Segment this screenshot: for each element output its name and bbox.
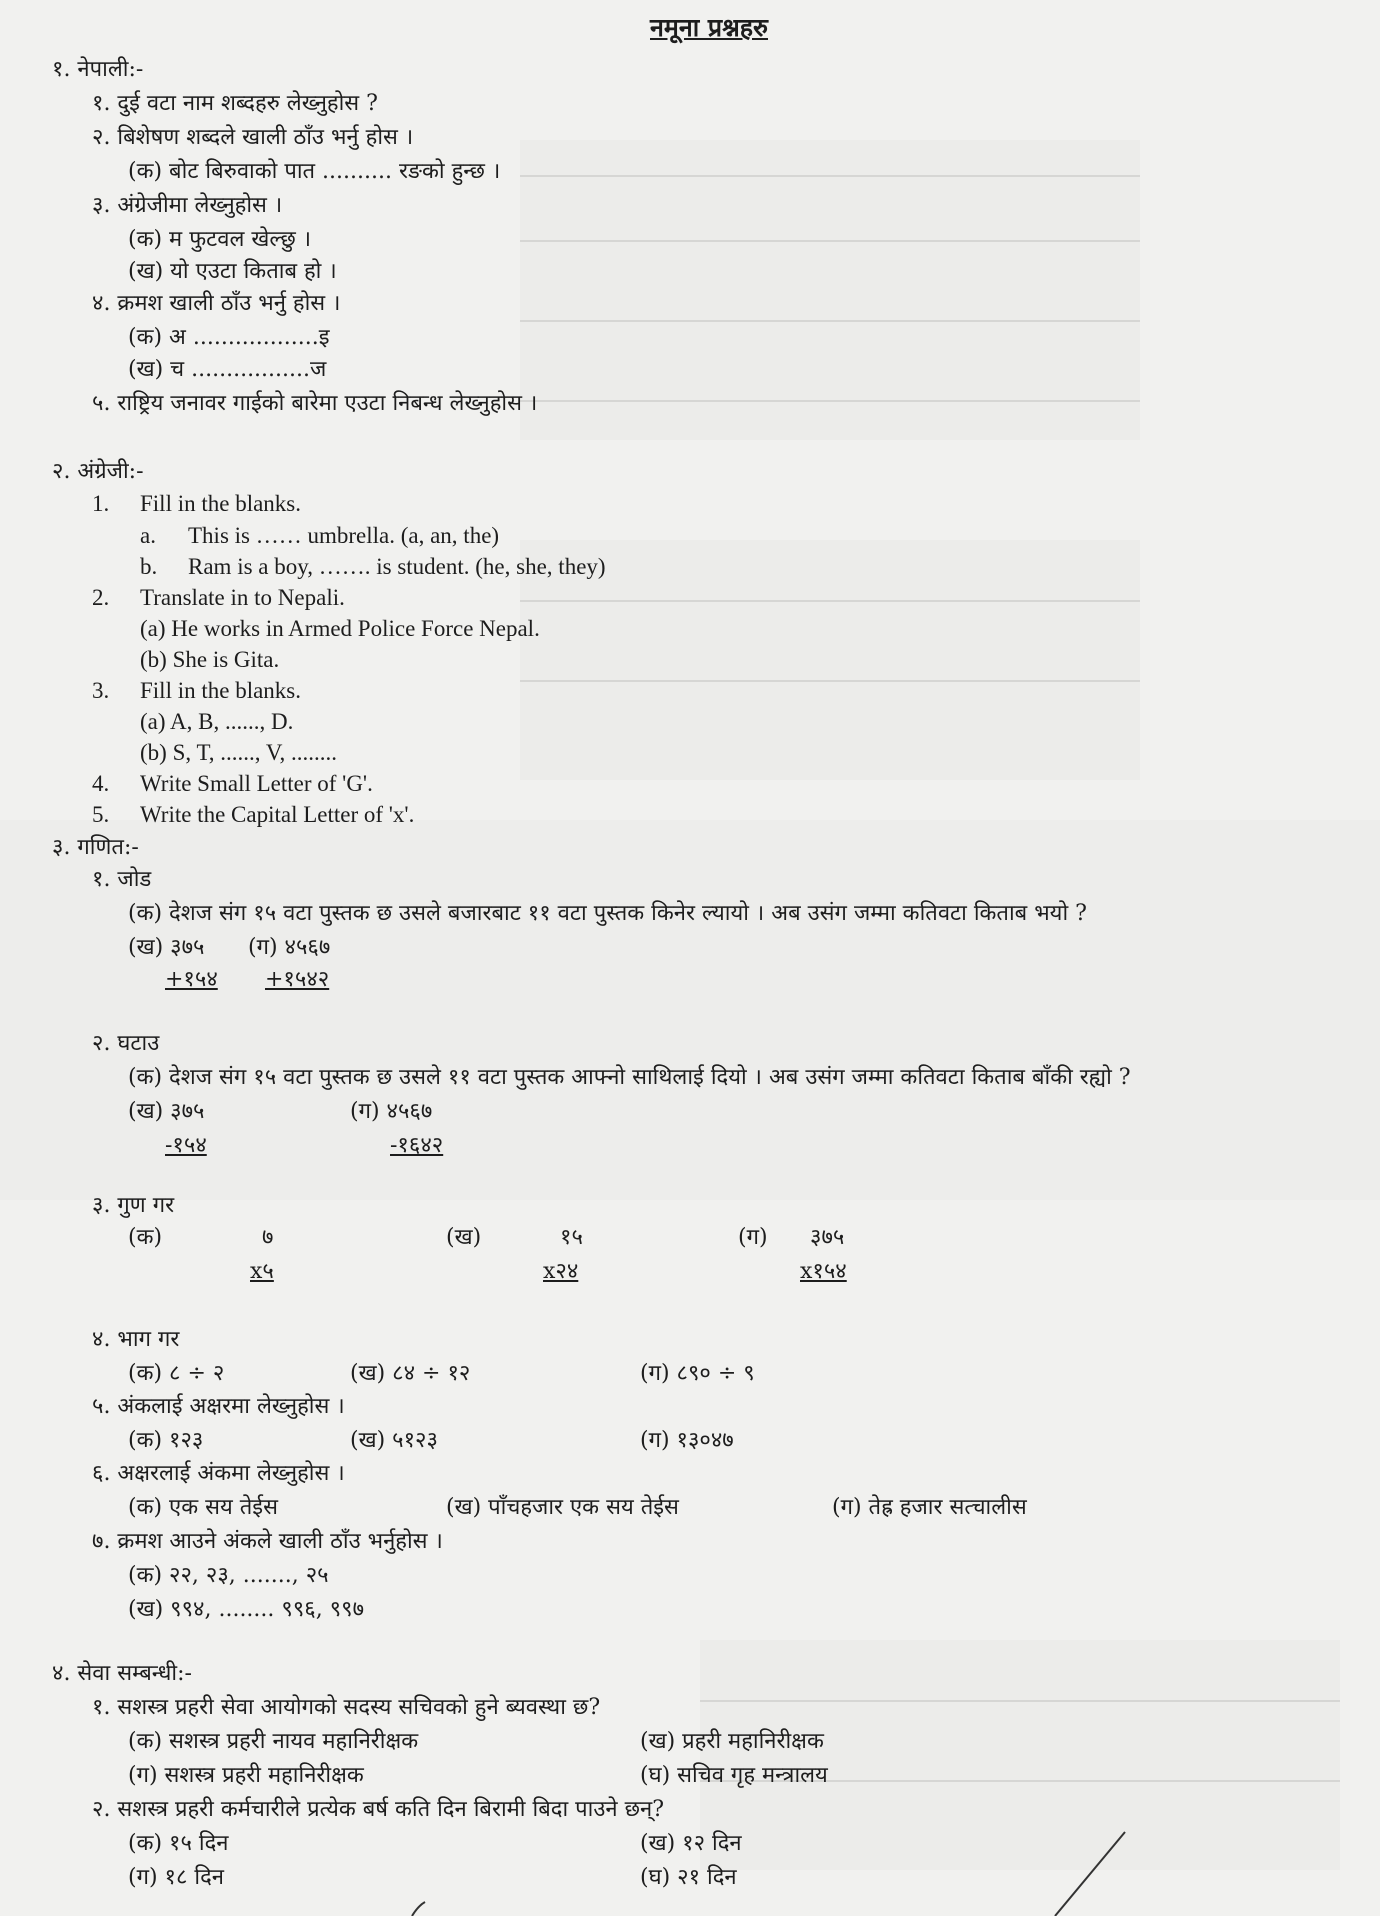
question-number: 4.: [92, 771, 110, 796]
sub-question: (ख) ५१२३: [350, 1428, 438, 1453]
sub-question: (a) A, B, ......, D.: [140, 709, 294, 734]
sub-question: (क) एक सय तेईस: [128, 1495, 278, 1520]
question: ५. अंकलाई अक्षरमा लेख्नुहोस ।: [92, 1394, 345, 1419]
question: Fill in the blanks.: [140, 678, 301, 703]
operand: +१५४२: [265, 967, 330, 992]
sub-question: This is …… umbrella. (a, an, the): [188, 523, 500, 548]
sub-question: (ख) ३७५: [128, 1099, 205, 1124]
operand: ३७५: [810, 1225, 845, 1250]
sub-question: (ख) ९९४, ........ ९९६, ९९७: [128, 1597, 365, 1622]
option: (ख) १२ दिन: [640, 1831, 742, 1856]
page-title: नमूना प्रश्नहरु: [650, 13, 769, 42]
question-number: 3.: [92, 678, 110, 703]
question: १. दुई वटा नाम शब्दहरु लेख्नुहोस ?: [92, 91, 378, 116]
sub-question: (ग): [738, 1225, 768, 1250]
section-heading: २. अंग्रेजी:-: [52, 459, 144, 484]
sub-question: (ख) च .................ज: [128, 357, 327, 382]
sub-question: (ख) पाँचहजार एक सय तेईस: [446, 1495, 679, 1520]
sub-question: (ख) ३७५: [128, 935, 205, 960]
question: ३. अंग्रेजीमा लेख्नुहोस ।: [92, 193, 283, 218]
option: (ख) प्रहरी महानिरीक्षक: [640, 1729, 824, 1754]
option: (घ) सचिव गृह मन्त्रालय: [640, 1763, 828, 1788]
sub-question: (a) He works in Armed Police Force Nepal.: [140, 616, 540, 641]
sub-question: (ख): [446, 1225, 482, 1250]
sub-question: (b) She is Gita.: [140, 647, 280, 672]
sub-question: (क) देशज संग १५ वटा पुस्तक छ उसले बजारबाट ११ वटा पुस्तक किनेर ल्यायो । अब उसंग जम्मा कतिवटा किताब भयो ?: [128, 901, 1087, 926]
option: (घ) २१ दिन: [640, 1865, 737, 1890]
section-heading: १. नेपाली:-: [52, 57, 144, 82]
sub-question: (ग) ८९० ÷ ९: [640, 1361, 755, 1386]
sub-question: (क) बोट बिरुवाको पात .......... रङको हुन्छ ।: [128, 159, 501, 184]
question: ४. क्रमश खाली ठाँउ भर्नु होस ।: [92, 291, 341, 316]
question: १. जोड: [92, 867, 152, 892]
operand: x१५४: [800, 1259, 847, 1284]
sub-question: (ग) १३०४७: [640, 1428, 734, 1453]
question: Write Small Letter of 'G'.: [140, 771, 373, 796]
question: ५. राष्ट्रिय जनावर गाईको बारेमा एउटा निबन्ध लेख्नुहोस ।: [92, 391, 538, 416]
section-heading: ३. गणित:-: [52, 835, 139, 860]
question-number: 1.: [92, 491, 110, 516]
sub-question: (क): [128, 1225, 163, 1250]
question: Write the Capital Letter of 'x'.: [140, 802, 415, 827]
question: २. घटाउ: [92, 1031, 160, 1056]
sub-question: (क) म फुटवल खेल्छु ।: [128, 227, 312, 252]
sub-question: (b) S, T, ......, V, ........: [140, 740, 338, 765]
question: Fill in the blanks.: [140, 491, 301, 516]
operand: ७: [262, 1225, 274, 1250]
item-letter: b.: [140, 554, 158, 579]
sub-question: (क) ८ ÷ २: [128, 1361, 225, 1386]
sub-question: Ram is a boy, ……. is student. (he, she, they): [188, 554, 606, 579]
operand: +१५४: [165, 967, 218, 992]
sub-question: (क) देशज संग १५ वटा पुस्तक छ उसले ११ वटा पुस्तक आफ्नो साथिलाई दियो । अब उसंग जम्मा कतिवटा किताब बाँकी रह्यो ?: [128, 1065, 1131, 1090]
question: Translate in to Nepali.: [140, 585, 345, 610]
sub-question: (ख) यो एउटा किताब हो ।: [128, 259, 337, 284]
question-number: 2.: [92, 585, 110, 610]
operand: x२४: [543, 1259, 579, 1284]
operand: -१६४२: [390, 1133, 444, 1158]
sub-question: (क) अ ..................इ: [128, 325, 330, 350]
sub-question: (क) १२३: [128, 1428, 204, 1453]
operand: x५: [250, 1259, 274, 1284]
question: २. सशस्त्र प्रहरी कर्मचारीले प्रत्येक बर्ष कति दिन बिरामी बिदा पाउने छन्?: [92, 1797, 665, 1822]
sub-question: (ग) ४५६७: [350, 1099, 433, 1124]
question: ६. अक्षरलाई अंकमा लेख्नुहोस ।: [92, 1461, 345, 1486]
sub-question: (ग) तेह्र हजार सत्चालीस: [832, 1495, 1027, 1520]
option: (क) १५ दिन: [128, 1831, 229, 1856]
sub-question: (क) २२, २३, ......., २५: [128, 1563, 329, 1588]
question: २. बिशेषण शब्दले खाली ठाँउ भर्नु होस ।: [92, 125, 414, 150]
option: (ग) १८ दिन: [128, 1865, 225, 1890]
operand: १५: [560, 1225, 583, 1250]
question: ७. क्रमश आउने अंकले खाली ठाँउ भर्नुहोस ।: [92, 1529, 443, 1554]
question-number: 5.: [92, 802, 110, 827]
option: (ग) सशस्त्र प्रहरी महानिरीक्षक: [128, 1763, 364, 1788]
section-heading: ४. सेवा सम्बन्धी:-: [52, 1661, 192, 1686]
sub-question: (ग) ४५६७: [248, 935, 331, 960]
pen-stroke-curve: [412, 1902, 425, 1916]
question: १. सशस्त्र प्रहरी सेवा आयोगको सदस्य सचिवको हुने ब्यवस्था छ?: [92, 1695, 601, 1720]
question: ४. भाग गर: [92, 1327, 180, 1352]
operand: -१५४: [165, 1133, 207, 1158]
pen-stroke-line: [1055, 1832, 1125, 1916]
sub-question: (ख) ८४ ÷ १२: [350, 1361, 471, 1386]
option: (क) सशस्त्र प्रहरी नायव महानिरीक्षक: [128, 1729, 419, 1754]
item-letter: a.: [140, 523, 156, 548]
question: ३. गुण गर: [92, 1193, 175, 1218]
